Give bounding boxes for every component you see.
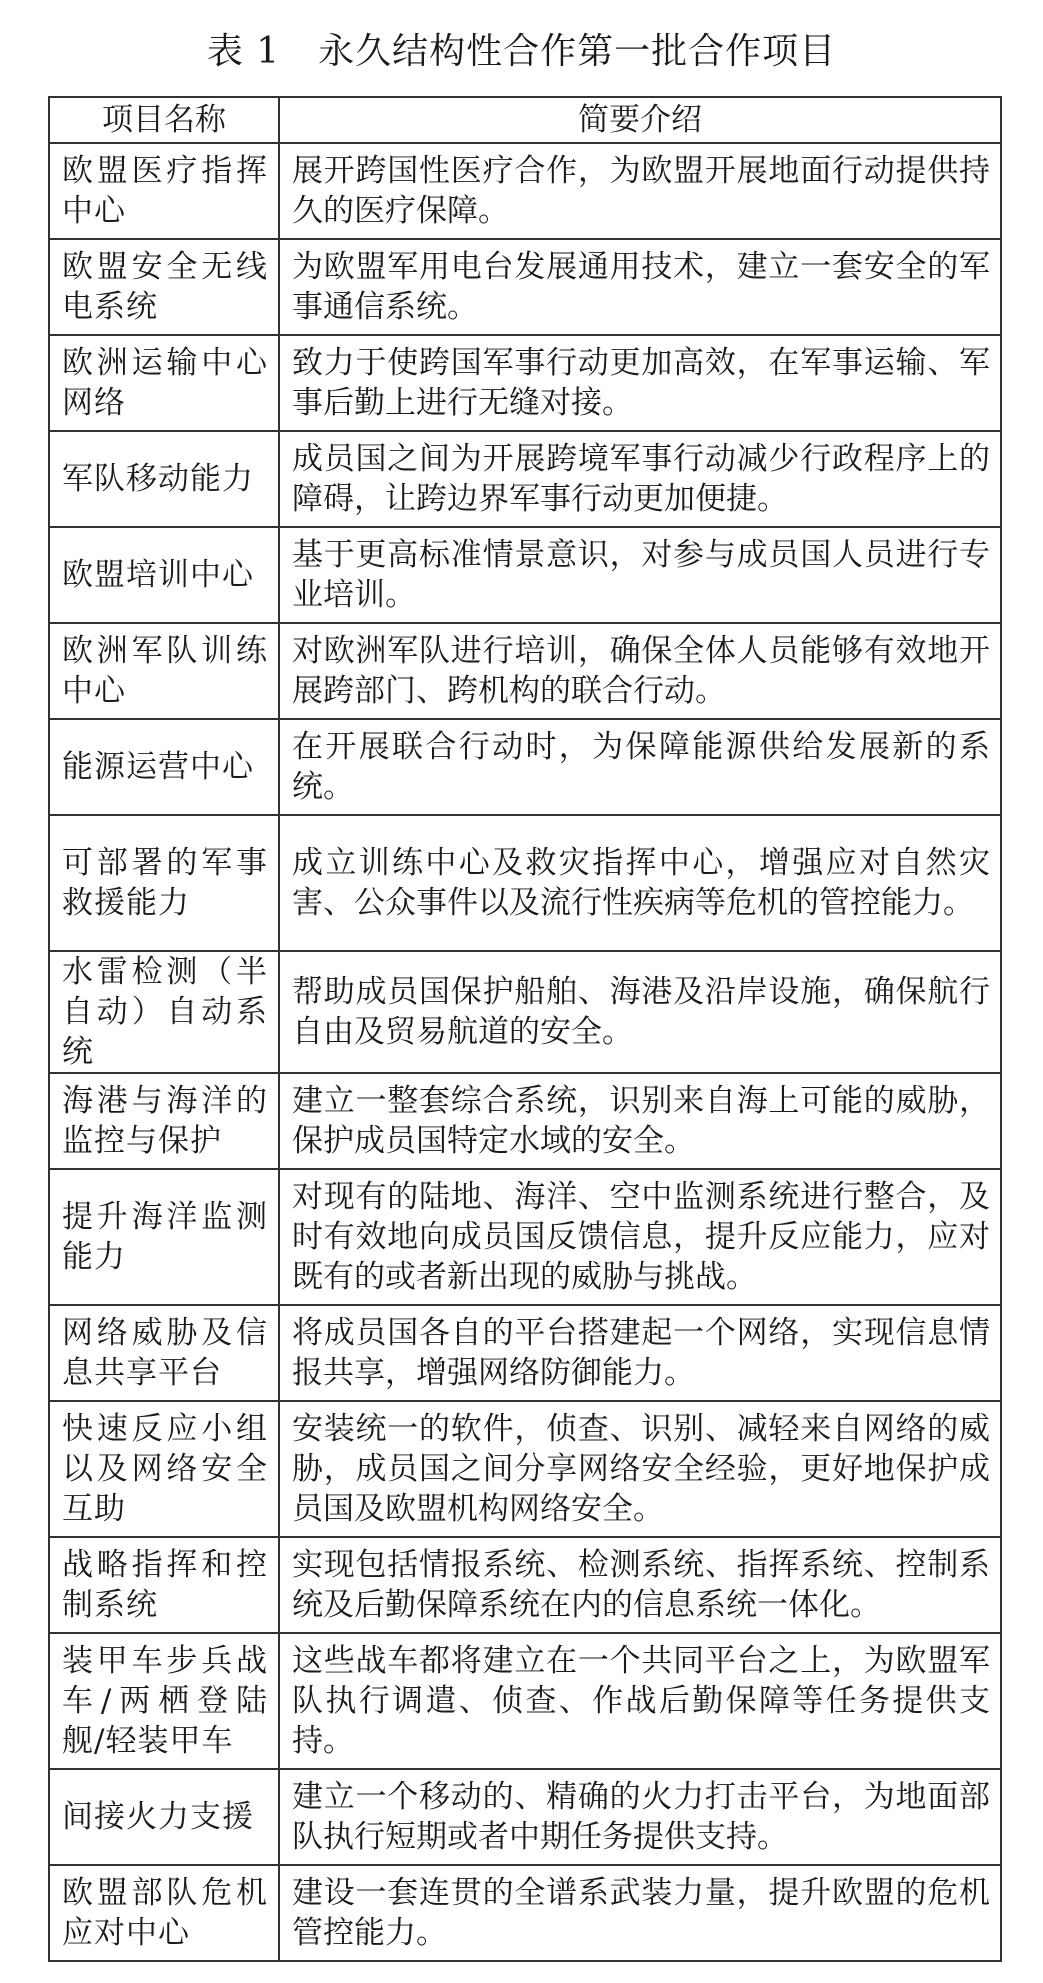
- header-project-name: 项目名称: [49, 97, 279, 143]
- project-desc-cell: 建立一个移动的、精确的火力打击平台，为地面部队执行短期或者中期任务提供支持。: [279, 1769, 1001, 1865]
- header-brief-intro: 简要介绍: [279, 97, 1001, 143]
- project-desc-cell: 对欧洲军队进行培训，确保全体人员能够有效地开展跨部门、跨机构的联合行动。: [279, 623, 1001, 719]
- project-name-cell: 欧盟安全无线电系统: [49, 239, 279, 335]
- project-name-cell: 欧盟培训中心: [49, 527, 279, 623]
- project-name-cell: 快速反应小组以及网络安全互助: [49, 1401, 279, 1537]
- table-row: [49, 527, 1001, 623]
- project-desc-cell: 这些战车都将建立在一个共同平台之上，为欧盟军队执行调遣、侦查、作战后勤保障等任务提供支持。: [279, 1633, 1001, 1769]
- project-name-cell: 网络威胁及信息共享平台: [49, 1305, 279, 1401]
- project-name-cell: 欧盟医疗指挥中心: [49, 143, 279, 239]
- project-name-cell: 能源运营中心: [49, 719, 279, 815]
- table-row: [49, 815, 1001, 951]
- project-name-cell: 装甲车步兵战车/两栖登陆舰/轻装甲车: [49, 1633, 279, 1769]
- project-name-cell: 海港与海洋的监控与保护: [49, 1073, 279, 1169]
- project-desc-cell: 将成员国各自的平台搭建起一个网络，实现信息情报共享，增强网络防御能力。: [279, 1305, 1001, 1401]
- project-name-cell: 战略指挥和控制系统: [49, 1537, 279, 1633]
- project-desc-cell: 建立一整套综合系统，识别来自海上可能的威胁，保护成员国特定水域的安全。: [279, 1073, 1001, 1169]
- project-desc-cell: 展开跨国性医疗合作，为欧盟开展地面行动提供持久的医疗保障。: [279, 143, 1001, 239]
- table-row: [49, 1537, 1001, 1633]
- project-desc-cell: 为欧盟军用电台发展通用技术，建立一套安全的军事通信系统。: [279, 239, 1001, 335]
- project-desc-cell: 致力于使跨国军事行动更加高效，在军事运输、军事后勤上进行无缝对接。: [279, 335, 1001, 431]
- project-name-cell: 间接火力支援: [49, 1769, 279, 1865]
- project-desc-cell: 帮助成员国保护船舶、海港及沿岸设施，确保航行自由及贸易航道的安全。: [279, 951, 1001, 1073]
- table-row: [49, 143, 1001, 239]
- project-name-cell: 欧盟部队危机应对中心: [49, 1865, 279, 1961]
- table-header-row: [49, 97, 1001, 143]
- table-row: [49, 1865, 1001, 1961]
- table-row: [49, 719, 1001, 815]
- project-desc-cell: 在开展联合行动时，为保障能源供给发展新的系统。: [279, 719, 1001, 815]
- table-row: [49, 431, 1001, 527]
- table-caption: [0, 30, 1043, 74]
- project-desc-cell: 安装统一的软件，侦查、识别、减轻来自网络的威胁，成员国之间分享网络安全经验，更好地保护成员国及欧盟机构网络安全。: [279, 1401, 1001, 1537]
- table-row: [49, 335, 1001, 431]
- table-row: [49, 951, 1001, 1073]
- table-row: [49, 1169, 1001, 1305]
- table-number: 表 1: [206, 31, 281, 72]
- projects-table: [48, 96, 1002, 1962]
- project-desc-cell: 建设一套连贯的全谱系武装力量，提升欧盟的危机管控能力。: [279, 1865, 1001, 1961]
- project-name-cell: 军队移动能力: [49, 431, 279, 527]
- project-name-cell: 欧洲军队训练中心: [49, 623, 279, 719]
- project-desc-cell: 基于更高标准情景意识，对参与成员国人员进行专业培训。: [279, 527, 1001, 623]
- table-row: [49, 1401, 1001, 1537]
- project-name-cell: 可部署的军事救援能力: [49, 815, 279, 951]
- project-name-cell: 水雷检测（半自动）自动系统: [49, 951, 279, 1073]
- table-title: 永久结构性合作第一批合作项目: [318, 31, 837, 72]
- table-row: [49, 1769, 1001, 1865]
- project-name-cell: 提升海洋监测能力: [49, 1169, 279, 1305]
- table-row: [49, 1305, 1001, 1401]
- table-row: [49, 1073, 1001, 1169]
- project-desc-cell: 成立训练中心及救灾指挥中心，增强应对自然灾害、公众事件以及流行性疾病等危机的管控能力。: [279, 815, 1001, 951]
- project-desc-cell: 对现有的陆地、海洋、空中监测系统进行整合，及时有效地向成员国反馈信息，提升反应能力，应对既有的或者新出现的威胁与挑战。: [279, 1169, 1001, 1305]
- table-row: [49, 239, 1001, 335]
- project-desc-cell: 成员国之间为开展跨境军事行动减少行政程序上的障碍，让跨边界军事行动更加便捷。: [279, 431, 1001, 527]
- project-name-cell: 欧洲运输中心网络: [49, 335, 279, 431]
- table-row: [49, 1633, 1001, 1769]
- table-row: [49, 623, 1001, 719]
- project-desc-cell: 实现包括情报系统、检测系统、指挥系统、控制系统及后勤保障系统在内的信息系统一体化。: [279, 1537, 1001, 1633]
